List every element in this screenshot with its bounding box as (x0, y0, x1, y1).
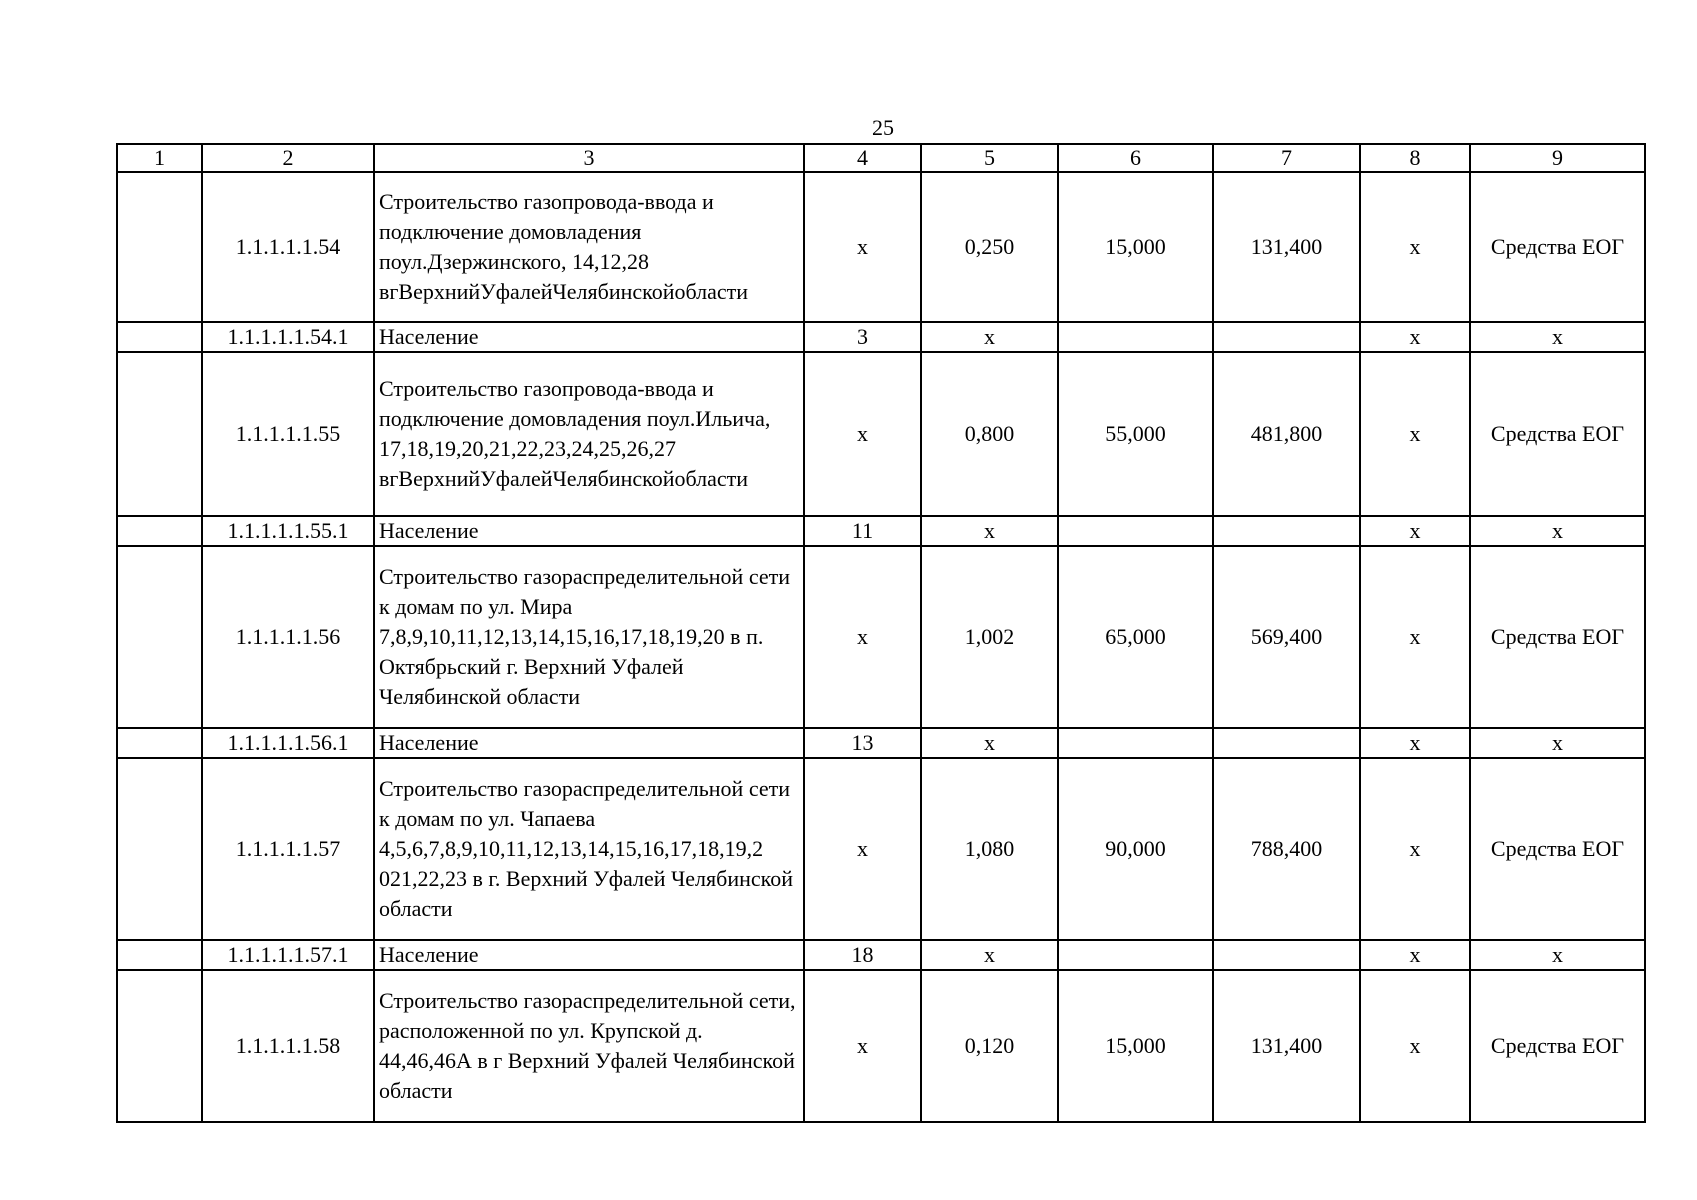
source-cell: Средства ЕОГ (1470, 352, 1645, 516)
col8-cell: x (1360, 352, 1470, 516)
column-number: 9 (1470, 144, 1645, 172)
count-cell: 13 (804, 728, 921, 758)
source-cell: x (1470, 322, 1645, 352)
volume-cell: 15,000 (1058, 172, 1213, 322)
row-index-cell (117, 352, 202, 516)
length-cell: x (921, 516, 1058, 546)
amount-cell: 788,400 (1213, 758, 1360, 940)
amount-cell: 131,400 (1213, 172, 1360, 322)
source-cell: Средства ЕОГ (1470, 970, 1645, 1122)
volume-cell (1058, 940, 1213, 970)
row-index-cell (117, 516, 202, 546)
count-cell: x (804, 970, 921, 1122)
description-cell: Население (374, 516, 804, 546)
project-row (117, 172, 1645, 322)
description-cell: Население (374, 940, 804, 970)
volume-cell: 55,000 (1058, 352, 1213, 516)
description-cell: Строительство газопровода-ввода и подключение домовладения поул.Ильича, 17,18,19,20,21,22,23,24,25,26,27 вгВерхнийУфалейЧелябинскойобласти (374, 352, 804, 516)
count-cell: x (804, 758, 921, 940)
column-number: 1 (117, 144, 202, 172)
column-number: 5 (921, 144, 1058, 172)
volume-cell: 90,000 (1058, 758, 1213, 940)
column-number-row (117, 144, 1645, 172)
row-index-cell (117, 546, 202, 728)
population-row (117, 940, 1645, 970)
source-cell: Средства ЕОГ (1470, 546, 1645, 728)
column-number: 8 (1360, 144, 1470, 172)
page-number: 25 (872, 115, 894, 140)
source-cell: Средства ЕОГ (1470, 172, 1645, 322)
row-index-cell (117, 322, 202, 352)
col8-cell: x (1360, 758, 1470, 940)
project-row (117, 970, 1645, 1122)
col8-cell: x (1360, 546, 1470, 728)
source-cell: x (1470, 940, 1645, 970)
project-row (117, 352, 1645, 516)
volume-cell (1058, 516, 1213, 546)
length-cell: 0,120 (921, 970, 1058, 1122)
length-cell: 1,002 (921, 546, 1058, 728)
row-index-cell (117, 172, 202, 322)
description-cell: Строительство газораспределительной сети к домам по ул. Чапаева 4,5,6,7,8,9,10,11,12,13,14,15,16,17,18,19,2 021,22,23 в г. Верхний Уфалей Челябинской области (374, 758, 804, 940)
source-cell: x (1470, 516, 1645, 546)
volume-cell: 15,000 (1058, 970, 1213, 1122)
length-cell: 0,250 (921, 172, 1058, 322)
col8-cell: x (1360, 970, 1470, 1122)
amount-cell: 131,400 (1213, 970, 1360, 1122)
code-cell: 1.1.1.1.1.57 (202, 758, 374, 940)
code-cell: 1.1.1.1.1.56.1 (202, 728, 374, 758)
population-row (117, 516, 1645, 546)
project-row (117, 546, 1645, 728)
volume-cell (1058, 728, 1213, 758)
count-cell: x (804, 352, 921, 516)
source-cell: x (1470, 728, 1645, 758)
col8-cell: x (1360, 322, 1470, 352)
amount-cell: 481,800 (1213, 352, 1360, 516)
volume-cell (1058, 322, 1213, 352)
description-cell: Население (374, 322, 804, 352)
count-cell: x (804, 172, 921, 322)
length-cell: 0,800 (921, 352, 1058, 516)
amount-cell (1213, 940, 1360, 970)
col8-cell: x (1360, 940, 1470, 970)
description-cell: Строительство газораспределительной сети, расположенной по ул. Крупской д. 44,46,46А в г Верхний Уфалей Челябинской области (374, 970, 804, 1122)
row-index-cell (117, 940, 202, 970)
program-table (116, 143, 1646, 1123)
code-cell: 1.1.1.1.1.58 (202, 970, 374, 1122)
code-cell: 1.1.1.1.1.55 (202, 352, 374, 516)
col8-cell: x (1360, 516, 1470, 546)
col8-cell: x (1360, 728, 1470, 758)
code-cell: 1.1.1.1.1.56 (202, 546, 374, 728)
population-row (117, 728, 1645, 758)
description-cell: Население (374, 728, 804, 758)
description-cell: Строительство газопровода-ввода и подключение домовладения поул.Дзержинского, 14,12,28 вгВерхнийУфалейЧелябинскойобласти (374, 172, 804, 322)
count-cell: 11 (804, 516, 921, 546)
count-cell: x (804, 546, 921, 728)
population-row (117, 322, 1645, 352)
amount-cell (1213, 516, 1360, 546)
col8-cell: x (1360, 172, 1470, 322)
length-cell: 1,080 (921, 758, 1058, 940)
code-cell: 1.1.1.1.1.54 (202, 172, 374, 322)
table-body (117, 144, 1645, 1122)
length-cell: x (921, 728, 1058, 758)
source-cell: Средства ЕОГ (1470, 758, 1645, 940)
row-index-cell (117, 758, 202, 940)
project-row (117, 758, 1645, 940)
column-number: 6 (1058, 144, 1213, 172)
code-cell: 1.1.1.1.1.57.1 (202, 940, 374, 970)
column-number: 3 (374, 144, 804, 172)
column-number: 2 (202, 144, 374, 172)
length-cell: x (921, 322, 1058, 352)
amount-cell (1213, 728, 1360, 758)
column-number: 4 (804, 144, 921, 172)
column-number: 7 (1213, 144, 1360, 172)
volume-cell: 65,000 (1058, 546, 1213, 728)
code-cell: 1.1.1.1.1.54.1 (202, 322, 374, 352)
amount-cell (1213, 322, 1360, 352)
row-index-cell (117, 970, 202, 1122)
length-cell: x (921, 940, 1058, 970)
code-cell: 1.1.1.1.1.55.1 (202, 516, 374, 546)
row-index-cell (117, 728, 202, 758)
count-cell: 3 (804, 322, 921, 352)
description-cell: Строительство газораспределительной сети к домам по ул. Мира 7,8,9,10,11,12,13,14,15,16,17,18,19,20 в п. Октябрьский г. Верхний Уфалей Челябинской области (374, 546, 804, 728)
count-cell: 18 (804, 940, 921, 970)
amount-cell: 569,400 (1213, 546, 1360, 728)
